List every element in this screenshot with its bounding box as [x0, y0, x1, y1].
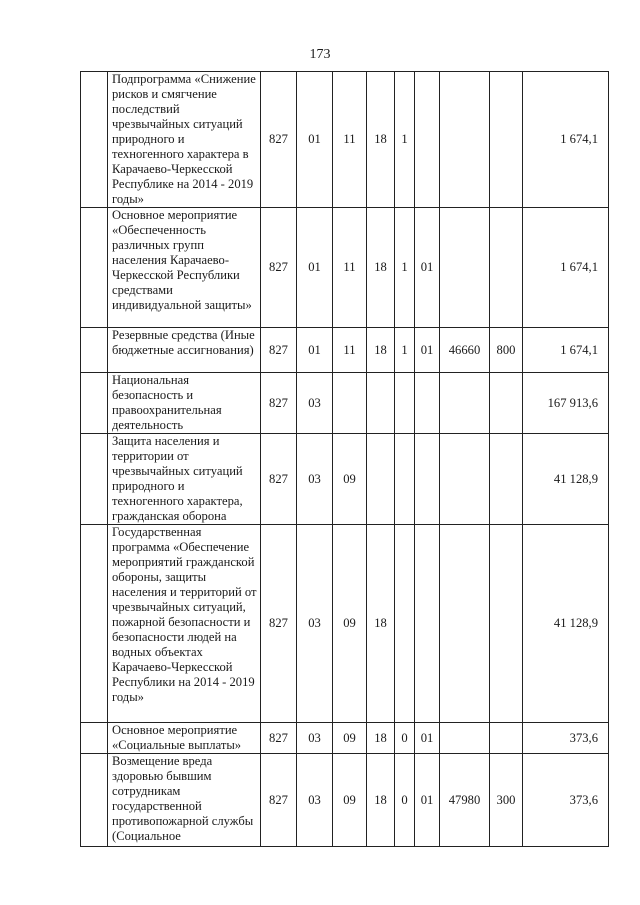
subsection-code-cell: 09 — [333, 525, 367, 723]
section-code-cell: 03 — [297, 525, 333, 723]
blank-column-cell — [81, 328, 108, 373]
table-row — [81, 328, 609, 373]
main-event-code-cell — [415, 373, 440, 434]
section-code-cell: 01 — [297, 328, 333, 373]
ministry-code-cell: 827 — [261, 434, 297, 525]
subprogram-code-cell: 0 — [395, 754, 415, 847]
amount-cell: 373,6 — [523, 754, 609, 847]
main-event-code-cell — [415, 525, 440, 723]
subprogram-code-cell: 0 — [395, 723, 415, 754]
blank-column-cell — [81, 754, 108, 847]
budget-table — [80, 71, 609, 847]
subprogram-code-cell — [395, 373, 415, 434]
main-event-code-cell — [415, 72, 440, 208]
table-row — [81, 525, 609, 723]
main-event-code-cell: 01 — [415, 208, 440, 328]
ministry-code-cell: 827 — [261, 525, 297, 723]
blank-column-cell — [81, 525, 108, 723]
section-code-cell: 03 — [297, 373, 333, 434]
section-code-cell: 03 — [297, 434, 333, 525]
amount-cell: 167 913,6 — [523, 373, 609, 434]
subprogram-code-cell: 1 — [395, 328, 415, 373]
subsection-code-cell — [333, 373, 367, 434]
section-code-cell: 03 — [297, 754, 333, 847]
program-code-cell — [367, 434, 395, 525]
amount-cell: 1 674,1 — [523, 208, 609, 328]
subsection-code-cell: 09 — [333, 434, 367, 525]
subprogram-code-cell: 1 — [395, 72, 415, 208]
expense-type-code-cell — [490, 525, 523, 723]
expense-type-code-cell — [490, 72, 523, 208]
item-name-cell: Резервные средства (Иные бюджетные ассигнования) — [108, 328, 261, 373]
blank-column-cell — [81, 723, 108, 754]
program-code-cell: 18 — [367, 208, 395, 328]
subsection-code-cell: 11 — [333, 328, 367, 373]
main-event-code-cell: 01 — [415, 328, 440, 373]
amount-cell: 1 674,1 — [523, 328, 609, 373]
ministry-code-cell: 827 — [261, 328, 297, 373]
section-code-cell: 03 — [297, 723, 333, 754]
item-name-cell: Возмещение вреда здоровью бывшим сотрудникам государственной противопожарной службы (Социальное — [108, 754, 261, 847]
item-name-cell: Подпрограмма «Снижение рисков и смягчение последствий чрезвычайных ситуаций природного и техногенного характера в Карачаево-Черкесской Республике на 2014 - 2019 годы» — [108, 72, 261, 208]
subsection-code-cell: 09 — [333, 754, 367, 847]
subsection-code-cell: 11 — [333, 72, 367, 208]
section-code-cell: 01 — [297, 208, 333, 328]
section-code-cell: 01 — [297, 72, 333, 208]
expense-direction-code-cell — [440, 208, 490, 328]
main-event-code-cell: 01 — [415, 723, 440, 754]
page-number: 173 — [309, 47, 331, 62]
program-code-cell: 18 — [367, 754, 395, 847]
expense-type-code-cell: 800 — [490, 328, 523, 373]
main-event-code-cell: 01 — [415, 754, 440, 847]
program-code-cell: 18 — [367, 328, 395, 373]
expense-type-code-cell — [490, 723, 523, 754]
subsection-code-cell: 09 — [333, 723, 367, 754]
expense-direction-code-cell — [440, 434, 490, 525]
item-name-cell: Национальная безопасность и правоохранительная деятельность — [108, 373, 261, 434]
amount-cell: 1 674,1 — [523, 72, 609, 208]
program-code-cell: 18 — [367, 525, 395, 723]
expense-direction-code-cell: 46660 — [440, 328, 490, 373]
expense-type-code-cell — [490, 434, 523, 525]
subsection-code-cell: 11 — [333, 208, 367, 328]
program-code-cell: 18 — [367, 72, 395, 208]
amount-cell: 373,6 — [523, 723, 609, 754]
item-name-cell: Основное мероприятие «Обеспеченность различных групп населения Карачаево-Черкесской Республики средствами индивидуальной защиты» — [108, 208, 261, 328]
program-code-cell — [367, 373, 395, 434]
table-row — [81, 754, 609, 847]
table-row — [81, 208, 609, 328]
amount-cell: 41 128,9 — [523, 434, 609, 525]
expense-direction-code-cell — [440, 525, 490, 723]
amount-cell: 41 128,9 — [523, 525, 609, 723]
table-row — [81, 434, 609, 525]
blank-column-cell — [81, 72, 108, 208]
ministry-code-cell: 827 — [261, 754, 297, 847]
ministry-code-cell: 827 — [261, 208, 297, 328]
expense-direction-code-cell — [440, 723, 490, 754]
item-name-cell: Защита населения и территории от чрезвычайных ситуаций природного и техногенного характера, гражданская оборона — [108, 434, 261, 525]
expense-direction-code-cell: 47980 — [440, 754, 490, 847]
blank-column-cell — [81, 434, 108, 525]
ministry-code-cell: 827 — [261, 72, 297, 208]
main-event-code-cell — [415, 434, 440, 525]
table-row — [81, 72, 609, 208]
ministry-code-cell: 827 — [261, 373, 297, 434]
item-name-cell: Основное мероприятие «Социальные выплаты» — [108, 723, 261, 754]
blank-column-cell — [81, 208, 108, 328]
table-row — [81, 373, 609, 434]
table-row — [81, 723, 609, 754]
expense-type-code-cell: 300 — [490, 754, 523, 847]
subprogram-code-cell — [395, 525, 415, 723]
blank-column-cell — [81, 373, 108, 434]
program-code-cell: 18 — [367, 723, 395, 754]
item-name-cell: Государственная программа «Обеспечение мероприятий гражданской обороны, защиты населения и территорий от чрезвычайных ситуаций, пожарной безопасности и безопасности людей на водных объектах Карачаево-Черкесской Республики на 2014 - 2019 годы» — [108, 525, 261, 723]
subprogram-code-cell — [395, 434, 415, 525]
ministry-code-cell: 827 — [261, 723, 297, 754]
subprogram-code-cell: 1 — [395, 208, 415, 328]
expense-type-code-cell — [490, 208, 523, 328]
expense-type-code-cell — [490, 373, 523, 434]
expense-direction-code-cell — [440, 72, 490, 208]
expense-direction-code-cell — [440, 373, 490, 434]
